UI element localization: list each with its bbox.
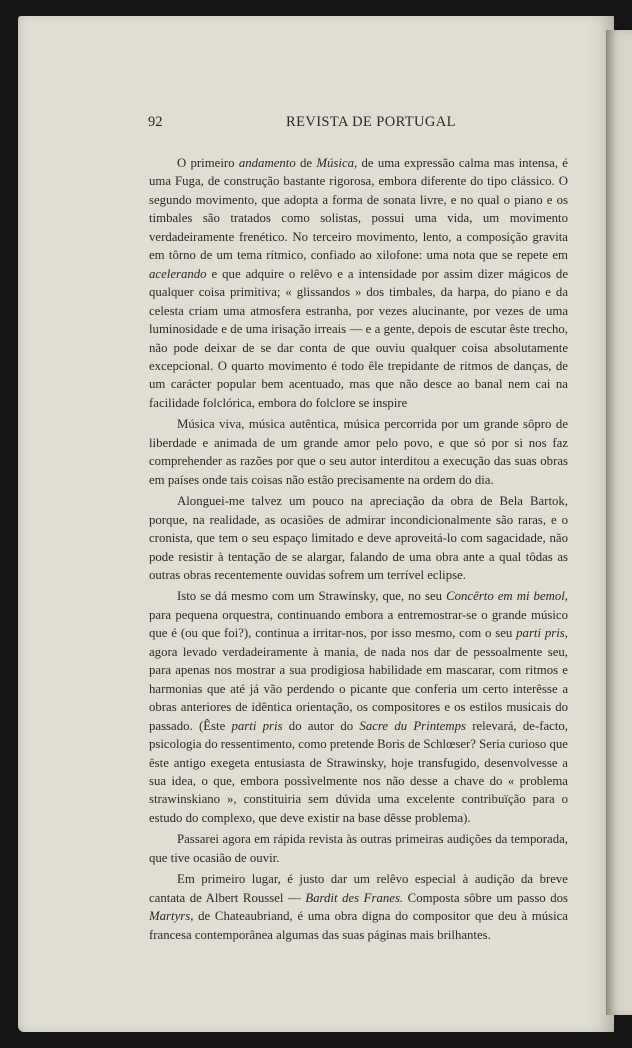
paragraph [149,415,568,489]
text-run: e que adquire o relêvo e a intensidade por assim dizer mágicos de qualquer coisa primitiva; « glissandos » dos timbales, da harpa, do piano e da celesta criam uma atmosfera estranha, por vezes alucinante, por vezes de uma luminosidade e de uma irisação irreais — e a gente, depois de escutar êste trecho, não pode deixar de se dar conta de que ouviu qualquer coisa absolutamente excepcional. O quarto movimento é todo êle trepidante de ritmos de danças, de um carácter popular bem acentuado, mas que não desce ao banal nem cai na facilidade folclórica, embora do folclore se inspire [149,266,568,410]
body-text [149,154,568,944]
italic-text: Sacre du Printemps [359,718,466,733]
paragraph [149,154,568,412]
text-run: de Chateaubriand, é uma obra digna do compositor que deu à música francesa contemporânea algumas das suas páginas mais brilhantes. [149,909,568,942]
page-number: 92 [148,114,163,130]
text-run: do autor do [282,718,360,733]
paragraph [149,870,568,944]
paragraph [149,492,568,584]
paragraph [149,830,568,867]
italic-text: Bardit des Franes. [305,890,404,905]
text-run: relevará, de-facto, psicologia do ressentimento, como pretende Boris de Schlœser? Seria curioso que êste antigo exegeta entusiasta de Strawinsky, hoje transfugido, desenvolvesse a sua idea, o que, embora possìvelmente nos não desse a chave do « problema strawinskiano », constituiria sem dúvida uma excelente contribuïção para o estudo do complexo, que deve existir na base dêsse problema). [149,718,568,825]
text-run: Alonguei-me talvez um pouco na apreciação da obra de Bela Bartok, porque, na realidade, as ocasiões de admirar incondicionalmente são raras, e o cronista, que tem o seu espaço limitado e deve aproveitá-lo com sagacidade, não pode resistir à tentação de se alargar, falando de uma obra ante a qual tôdas as outras obras recentemente ouvidas sofrem um terrível eclipse. [149,494,568,582]
italic-text: Música, [316,156,358,170]
italic-text: parti pris, [516,626,568,641]
italic-text: acelerando [149,266,207,281]
text-run: Composta sôbre um passo dos [403,890,569,905]
text-run: de uma expressão calma mas intensa, é uma Fuga, de construção bastante rigorosa, embora diferente do tipo clássico. O segundo movimento, que adopta a forma de sonata livre, e no qual o piano e os timbales são tratados como solistas, possui uma vida, um movimento verdadeiramente frenético. No terceiro movimento, lento, a composição gravita em tôrno de um tema rítmico, confiado ao xilofone: uma nota que se repete em [149,156,568,263]
running-head: REVISTA DE PORTUGAL [286,114,456,130]
text-run: Música viva, música autêntica, música percorrida por um grande sôpro de liberdade e animada de um grande amor pelo povo, e que só por si nos faz comprehender as razões por que o seu autor interditou a execução das suas obras em países onde tais coisas não estão precisamente na ordem do dia. [149,417,568,487]
text-run: Passarei agora em rápida revista às outras primeiras audições da temporada, que tive ocasião de ouvir. [149,832,568,865]
text-run: O primeiro [177,156,239,170]
adjacent-page-edge [606,30,632,1015]
text-run: Em primeiro lugar, é justo dar um relêvo especial à audição da breve cantata de Albert Roussel — [149,872,568,905]
italic-text: Martyrs, [149,909,194,924]
text-run: agora levado verdadeiramente à mania, de nada nos dar de pessoalmente seu, para apenas nos mostrar a sua prodigiosa habilidade em mascarar, com ritmos e harmonias que até já vão perdendo o picante que conferia um certo interêsse a obras anteriores de idêntica orientação, os compositores e os estilos musicais do passado. (Êste [149,644,568,733]
italic-text: andamento [238,156,296,170]
text-run: Isto se dá mesmo com um Strawinsky, que, no seu [177,589,447,604]
italic-text: Concêrto em mi bemol, [446,589,569,604]
text-run: para pequena orquestra, continuando embora a entremostrar-se o grande músico que é (ou que foi?), continua a irritar-nos, por isso mesmo, com o seu [149,607,568,641]
paragraph [149,587,568,827]
page-header [148,114,568,138]
text-run: de [295,156,317,170]
italic-text: parti pris [231,718,283,733]
